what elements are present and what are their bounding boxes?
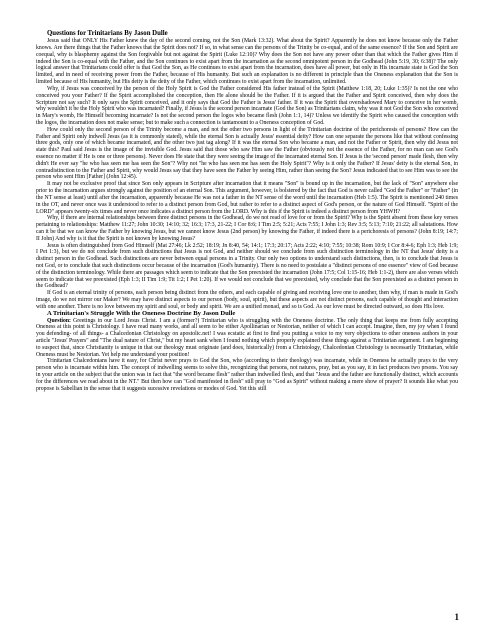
question-label: Question: [47,317,71,324]
question-text: Greetings in our Lord Jesus Christ. I am a (former?) Trinitarian who is struggling with the Oneness doctrine. The only thing that keeps me from fully accepting Oneness at this point is Christology. I have read many works, and all seem to be either Apollinarian or Nestorian, neither of which I can accept. Imagine, then, my joy when I found you defending- of all things- a Chalcedonian Christology on apostolic.net! I was ecstatic at first to find you putting a voice to my very objections to other oneness authors in your article "Jesus' Prayers" and "The dual nature of Christ," but my heart sank when I found nothing which properly explained these things against a Trinitarian argument. I am beginning to suspect that, since Christianity is unique in that our theology must originate (and does, historically) from a Christology, Chalcedonian Christology is necessarily Trinitarian, while Oneness must be Nestorian. Yet help me understand your position! [36,317,458,358]
paragraph: Jesus is often distinguished from God Himself (Mat 27:46; Lk 2:52; 18:19; Jn 8:40, 54; 14:1; 17:3; 20:17; Acts 2:22; 4:10; 7:55; 10:38; Rom 10:9; I Cor 8:4-6; Eph 1:3; Heb 1:9; I Pet 1:3), but we do not conclude from such distinctions that Jesus is not God, and neither should we conclude from such distinction terminology in the NT that Jesus' deity is a distinct person in the Godhead. Such distinctions are never between equal persons in a Trinity. Our only two options to understand such distinctions, then, is to conclude that Jesus is not God, or to conclude that such distinctions occur because of the incarnation (God's humanity). There is no need to postulate a "distinct persons of one essence" view of God because of the distinction terminology. While there are passages which seem to indicate that the Son preexisted the incarnation (John 17:5; Col 1:15-16; Heb 1:1-2), there are also verses which seem to indicate that we preexisted (Eph 1:3; II Tim 1:9; Tit 1:2; I Pet 1:20). If we would not conclude that we preexisted, why conclude that the Son preexisted as a distinct person in the Godhead? [36,242,458,290]
paragraph: Trinitarian Chalcedonians have it easy, for Christ never prays to God the Son, who (according to their theology) was incarnate, while in Oneness he actually prays to the very person who is incarnate within him. The concept of indwelling seems to solve this, recognizing that persons, not natures, pray, but as you say, it in fact produces two prsons. You say in your article on the subject that the union was in fact that "the word became flesh" rather than indwelled flesh, and that "Jesus and the father are functionally distinct, which accounts for the differences we read about in the NT." But then how can "God manifested in flesh" still pray to "God as Spirit" without making a mere show of prayer? It sounds like what you propose is Sabellian in the sense that it suggests sucessive revelations or modes of God. Yet this still [36,358,458,392]
paragraph: If God is an eternal trinity of persons, each person being distinct from the others, and each capable of giving and receiving love one to another, then why, if man is made in God's image, do we not mirror our Maker? We may have distinct aspects to our person (body, soul, spirit), but these aspects are not distinct persons, each capable of thought and interaction with one another. There is no love between my spirit and soul, or body and spirit. We are a unified monad, and so is God. As our love must be directed outward, so does His love. [36,290,458,310]
document-title: Questions for Trinitarians By Jason Dulle [47,30,168,37]
paragraph: Jesus said that ONLY His Father knew the day of the second coming, not the Son (Mark 13:32). What about the Spirit? Apparently he does not know because only the Father knows. Are there things that the Father knows that the Spirit does not? If so, in what sense can the persons of the Trinity be co-equal, and of the same essence? If the Son and Spirit are coequal, why is blasphemy against the Son forgivable but not against the Spirit (Luke 12:10)? Why does the Son not have any power other than that which the Father gives Him if indeed the Son is co-equal with the Father, and the Son continues to exist apart from the incarnation as the second omnipotent person in the Godhead (John 5:19, 30; 6:38)? The only logical answer that Trinitarians could offer is that God the Son, as He continues to exist apart from the incarnation, does have all power, but only in His incarnate state is God the Son limited, and in need of receiving power from the Father, because of His humanity. But such an explanation is no different in principle than the Oneness explanation that the Son is limited because of His humanity, but His deity is the deity of the Father, which continues to exist apart from the incarnation, unlimited. [36,38,458,86]
document-page [36,30,458,608]
paragraph: How could only the second person of the Trinity become a man, and not the other two persons in light of the Trinitarian doctrine of the perichoresis of persons? How can the Father and Spirit only indwell Jesus (as it is commonly stated), while the eternal Son is actually Jesus' essential deity? How can one separate the persons like that without confessing three gods, only one of which became incarnated, and the other two just tag along? If it was the eternal Son who became a man, and not the Father or Spirit, then why did Jesus not state this? Paul said Jesus is the image of the invisible God. Jesus said that those who saw Him saw the Father (obviously not the essence of the Father, for no man can see God's essence no matter if He is one or three persons). Never does He state that they were seeing the image of the incarnated eternal Son. If Jesus is the 'second person' made flesh, then why didn't He ever say "he who has seen me has seen the Son"? Why not "he who has seen me has seen the Holy Spirit"? Why is it only the Father? If Jesus' deity is the eternal Son, in contradistinction to the Father and Spirit, why would Jesus say that they have seen the Father by seeing Him, rather than seeing the Son? Jesus indicated that to see Him was to see the person who sent Him [Father] (John 12:45). [36,126,458,181]
question-paragraph [36,318,458,359]
paragraph: Why, if there are internal relationships between three distinct persons in the Godhead, do we not read of love for or from the Spirit? Why is the Spirit absent from these key verses pertaining to relationships: Matthew 11:27; John 10:30; 14:10; 32; 16:3; 17:3, 21-22; I Cor 8:6; I Tim 2:5; 5:21; Acts 7:55; I John 1:3; Rev 3:5; 5:13; 7:10; 21:22; all salutations. How can it be that we can know the Father by knowing Jesus, but we cannot know Jesus (2nd person) by knowing the Father, if indeed there is a perichoresis of persons? (John 8:19; 14:7; II John) And why is it that the Spirit is not known by knowing Jesus? [36,215,458,242]
paragraph: It may not be exclusive proof that since Son only appears in Scripture after incarnation that it means "Son" is bound up in the incarnation, but the lack of "Son" anywhere else prior to the incarnation argues strongly against the position of an eternal Son. This argument, however, is bolstered by the fact that God is never called "God the Father" or "Father" (in the NT sense at least) until after the incarnation, apparently because He was not a father in the NT sense of the word until the incarnation (Heb 1:5). The Spirit is mentioned 240 times in the OT, and never once was it understood to refer to a distinct person from God, but rather to refer to a distinct aspect of God's person, or the nature of God Himself. "Spirit of the LORD" appears twenty-six times and never once indicates a distinct person from the LORD. Why is this if the Spirit is indeed a distinct person from YHWH? [36,181,458,215]
paragraph: Why, if Jesus was conceived by the person of the Holy Spirit is God the Father considered His father instead of the Spirit (Matthew 1:18, 20; Luke 1:35)? Is not the one who conceived you your Father? If the Spirit accomplished the conception, then He alone should be the Father. If it is argued that the Father and Spirit conceived, then why does the Scripture not say such? It only says the Spirit conceived, and it only says that God the Father is Jesus' father. If it was the Spirit that overshadowed Mary to conceive in her womb, why wouldn't it be the Holy Spirit who was incarnated? Finally, if Jesus is the second person incarnate (God the Son) as Trinitarians claim, why was it not God the Son who conceived in Mary's womb, He Himself becoming incarnate? Is not the second person the logos who became flesh (John 1:1, 14)? Unless we identify the Spirit who caused the conception with the logos, the incarnation does not make sense; but to make such a connection is tantamount to a Oneness conception of God. [36,85,458,126]
section-heading: A Trinitarian's Struggle With the Oneness Doctrine By Jason Dulle [47,309,236,317]
page-number: 1 [454,612,459,622]
section-heading-paragraph [36,311,458,318]
